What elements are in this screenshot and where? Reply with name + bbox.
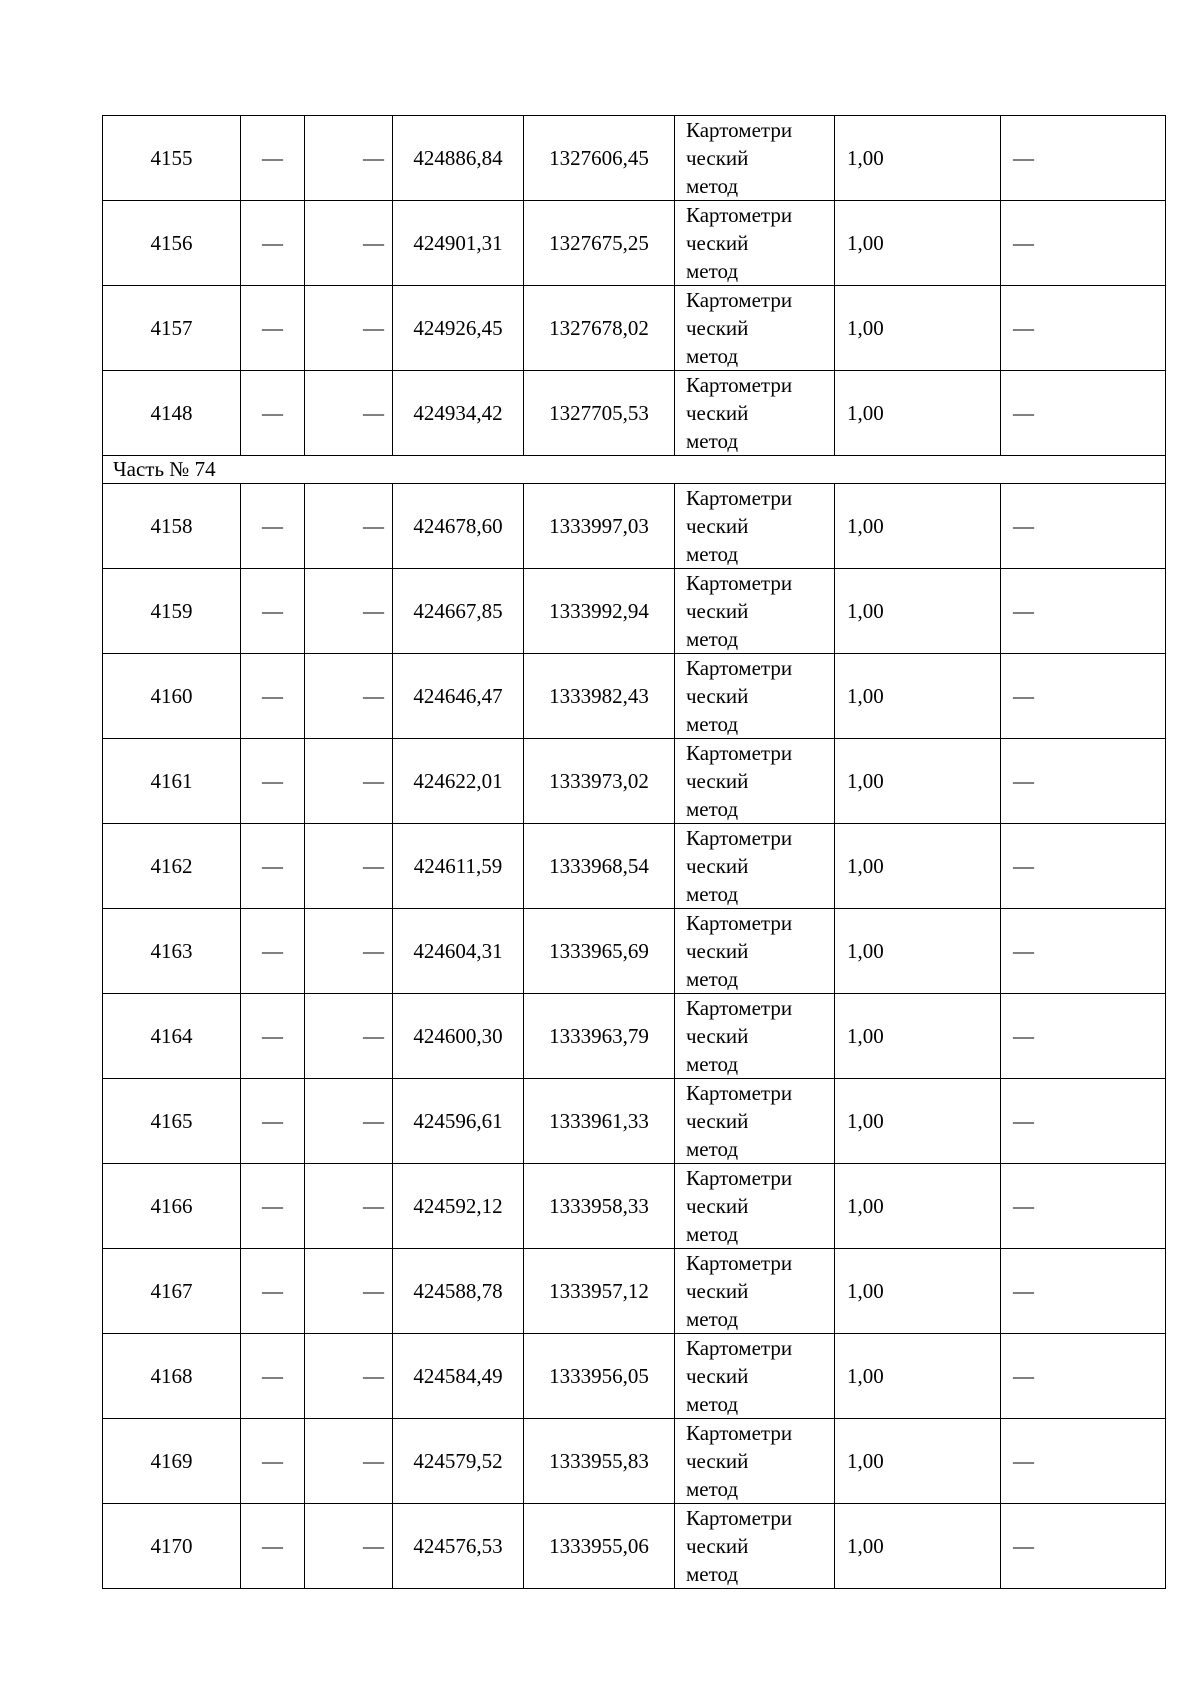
- dash-cell: —: [305, 116, 393, 201]
- dash-cell: —: [241, 286, 305, 371]
- method-line: метод: [686, 797, 739, 821]
- method-line: Картометри: [686, 996, 793, 1020]
- method-cell: [675, 654, 835, 739]
- point-number-cell: 4162: [103, 824, 241, 909]
- table-row: [103, 116, 1166, 201]
- dash-cell: —: [305, 994, 393, 1079]
- x-coordinate-cell: 424600,30: [393, 994, 524, 1079]
- method-cell: [675, 1334, 835, 1419]
- coordinates-table: [102, 115, 1166, 1589]
- method-line: Картометри: [686, 1421, 793, 1445]
- dash-cell: —: [241, 116, 305, 201]
- description-cell: —: [1001, 286, 1166, 371]
- method-line: Картометри: [686, 741, 793, 765]
- accuracy-cell: 1,00: [835, 286, 1001, 371]
- dash-cell: —: [305, 1504, 393, 1589]
- description-cell: —: [1001, 909, 1166, 994]
- method-line: ческий: [686, 1449, 749, 1473]
- method-line: ческий: [686, 146, 749, 170]
- method-line: метод: [686, 259, 739, 283]
- dash-cell: —: [241, 1504, 305, 1589]
- method-cell: [675, 484, 835, 569]
- accuracy-cell: 1,00: [835, 1164, 1001, 1249]
- method-line: ческий: [686, 401, 749, 425]
- y-coordinate-cell: 1333958,33: [524, 1164, 675, 1249]
- description-cell: —: [1001, 484, 1166, 569]
- y-coordinate-cell: 1333957,12: [524, 1249, 675, 1334]
- table-row: [103, 909, 1166, 994]
- table-row: [103, 1334, 1166, 1419]
- accuracy-cell: 1,00: [835, 654, 1001, 739]
- method-line: Картометри: [686, 656, 793, 680]
- method-line: Картометри: [686, 1166, 793, 1190]
- method-line: метод: [686, 1137, 739, 1161]
- description-cell: —: [1001, 116, 1166, 201]
- description-cell: —: [1001, 201, 1166, 286]
- accuracy-cell: 1,00: [835, 1079, 1001, 1164]
- method-cell: [675, 739, 835, 824]
- method-cell: [675, 569, 835, 654]
- method-line: Картометри: [686, 1081, 793, 1105]
- table-row: [103, 1419, 1166, 1504]
- method-line: метод: [686, 429, 739, 453]
- point-number-cell: 4168: [103, 1334, 241, 1419]
- y-coordinate-cell: 1333963,79: [524, 994, 675, 1079]
- method-line: Картометри: [686, 203, 793, 227]
- table-row: [103, 654, 1166, 739]
- dash-cell: —: [241, 824, 305, 909]
- x-coordinate-cell: 424886,84: [393, 116, 524, 201]
- x-coordinate-cell: 424588,78: [393, 1249, 524, 1334]
- dash-cell: —: [241, 739, 305, 824]
- method-line: метод: [686, 174, 739, 198]
- x-coordinate-cell: 424596,61: [393, 1079, 524, 1164]
- method-line: ческий: [686, 231, 749, 255]
- point-number-cell: 4165: [103, 1079, 241, 1164]
- method-line: Картометри: [686, 373, 793, 397]
- dash-cell: —: [241, 994, 305, 1079]
- description-cell: —: [1001, 1419, 1166, 1504]
- method-line: ческий: [686, 1109, 749, 1133]
- document-page: [102, 115, 1165, 1589]
- method-line: метод: [686, 344, 739, 368]
- dash-cell: —: [241, 1334, 305, 1419]
- y-coordinate-cell: 1333956,05: [524, 1334, 675, 1419]
- method-line: Картометри: [686, 486, 793, 510]
- accuracy-cell: 1,00: [835, 909, 1001, 994]
- point-number-cell: 4159: [103, 569, 241, 654]
- y-coordinate-cell: 1333982,43: [524, 654, 675, 739]
- dash-cell: —: [241, 371, 305, 456]
- x-coordinate-cell: 424901,31: [393, 201, 524, 286]
- method-line: ческий: [686, 1279, 749, 1303]
- table-row: [103, 1079, 1166, 1164]
- method-line: метод: [686, 542, 739, 566]
- method-line: метод: [686, 882, 739, 906]
- x-coordinate-cell: 424678,60: [393, 484, 524, 569]
- point-number-cell: 4164: [103, 994, 241, 1079]
- method-line: ческий: [686, 939, 749, 963]
- y-coordinate-cell: 1327678,02: [524, 286, 675, 371]
- dash-cell: —: [305, 484, 393, 569]
- accuracy-cell: 1,00: [835, 569, 1001, 654]
- method-cell: [675, 1504, 835, 1589]
- table-row: [103, 286, 1166, 371]
- y-coordinate-cell: 1327675,25: [524, 201, 675, 286]
- description-cell: —: [1001, 569, 1166, 654]
- x-coordinate-cell: 424592,12: [393, 1164, 524, 1249]
- y-coordinate-cell: 1333955,83: [524, 1419, 675, 1504]
- method-line: метод: [686, 1392, 739, 1416]
- point-number-cell: 4161: [103, 739, 241, 824]
- method-line: метод: [686, 712, 739, 736]
- description-cell: —: [1001, 371, 1166, 456]
- dash-cell: —: [305, 739, 393, 824]
- description-cell: —: [1001, 654, 1166, 739]
- accuracy-cell: 1,00: [835, 201, 1001, 286]
- x-coordinate-cell: 424584,49: [393, 1334, 524, 1419]
- table-row: [103, 1164, 1166, 1249]
- dash-cell: —: [241, 201, 305, 286]
- method-line: метод: [686, 1477, 739, 1501]
- y-coordinate-cell: 1333961,33: [524, 1079, 675, 1164]
- method-line: метод: [686, 1052, 739, 1076]
- method-cell: [675, 201, 835, 286]
- accuracy-cell: 1,00: [835, 484, 1001, 569]
- dash-cell: —: [305, 1164, 393, 1249]
- part-label: Часть № 74: [103, 456, 1166, 484]
- dash-cell: —: [305, 1079, 393, 1164]
- point-number-cell: 4158: [103, 484, 241, 569]
- description-cell: —: [1001, 739, 1166, 824]
- description-cell: —: [1001, 1249, 1166, 1334]
- method-cell: [675, 1079, 835, 1164]
- table-row: [103, 739, 1166, 824]
- method-cell: [675, 116, 835, 201]
- method-cell: [675, 1164, 835, 1249]
- method-cell: [675, 909, 835, 994]
- dash-cell: —: [241, 484, 305, 569]
- method-line: метод: [686, 1562, 739, 1586]
- dash-cell: —: [305, 286, 393, 371]
- accuracy-cell: 1,00: [835, 824, 1001, 909]
- dash-cell: —: [305, 569, 393, 654]
- dash-cell: —: [241, 1164, 305, 1249]
- x-coordinate-cell: 424622,01: [393, 739, 524, 824]
- method-line: ческий: [686, 1194, 749, 1218]
- description-cell: —: [1001, 1164, 1166, 1249]
- point-number-cell: 4163: [103, 909, 241, 994]
- table-row: [103, 201, 1166, 286]
- dash-cell: —: [241, 1249, 305, 1334]
- point-number-cell: 4167: [103, 1249, 241, 1334]
- x-coordinate-cell: 424579,52: [393, 1419, 524, 1504]
- y-coordinate-cell: 1327705,53: [524, 371, 675, 456]
- accuracy-cell: 1,00: [835, 1504, 1001, 1589]
- method-line: ческий: [686, 1024, 749, 1048]
- accuracy-cell: 1,00: [835, 371, 1001, 456]
- method-line: ческий: [686, 1364, 749, 1388]
- x-coordinate-cell: 424926,45: [393, 286, 524, 371]
- accuracy-cell: 1,00: [835, 116, 1001, 201]
- y-coordinate-cell: 1333968,54: [524, 824, 675, 909]
- table-body: [103, 116, 1166, 1589]
- method-line: ческий: [686, 316, 749, 340]
- description-cell: —: [1001, 1334, 1166, 1419]
- y-coordinate-cell: 1327606,45: [524, 116, 675, 201]
- x-coordinate-cell: 424604,31: [393, 909, 524, 994]
- method-line: метод: [686, 1222, 739, 1246]
- method-line: Картометри: [686, 118, 793, 142]
- dash-cell: —: [241, 1419, 305, 1504]
- dash-cell: —: [241, 569, 305, 654]
- method-line: метод: [686, 1307, 739, 1331]
- y-coordinate-cell: 1333965,69: [524, 909, 675, 994]
- x-coordinate-cell: 424646,47: [393, 654, 524, 739]
- dash-cell: —: [241, 1079, 305, 1164]
- accuracy-cell: 1,00: [835, 739, 1001, 824]
- method-cell: [675, 994, 835, 1079]
- table-row: [103, 569, 1166, 654]
- y-coordinate-cell: 1333997,03: [524, 484, 675, 569]
- point-number-cell: 4157: [103, 286, 241, 371]
- y-coordinate-cell: 1333955,06: [524, 1504, 675, 1589]
- point-number-cell: 4148: [103, 371, 241, 456]
- method-cell: [675, 286, 835, 371]
- point-number-cell: 4156: [103, 201, 241, 286]
- method-line: Картометри: [686, 1506, 793, 1530]
- point-number-cell: 4169: [103, 1419, 241, 1504]
- method-cell: [675, 824, 835, 909]
- method-line: Картометри: [686, 288, 793, 312]
- method-line: ческий: [686, 599, 749, 623]
- method-cell: [675, 1249, 835, 1334]
- dash-cell: —: [305, 1249, 393, 1334]
- method-line: Картометри: [686, 1336, 793, 1360]
- y-coordinate-cell: 1333973,02: [524, 739, 675, 824]
- method-line: Картометри: [686, 1251, 793, 1275]
- table-row: [103, 994, 1166, 1079]
- dash-cell: —: [305, 1334, 393, 1419]
- table-row: [103, 1249, 1166, 1334]
- accuracy-cell: 1,00: [835, 1249, 1001, 1334]
- method-line: ческий: [686, 1534, 749, 1558]
- point-number-cell: 4166: [103, 1164, 241, 1249]
- description-cell: —: [1001, 824, 1166, 909]
- accuracy-cell: 1,00: [835, 994, 1001, 1079]
- method-line: Картометри: [686, 571, 793, 595]
- dash-cell: —: [305, 909, 393, 994]
- method-line: ческий: [686, 684, 749, 708]
- accuracy-cell: 1,00: [835, 1419, 1001, 1504]
- accuracy-cell: 1,00: [835, 1334, 1001, 1419]
- dash-cell: —: [241, 909, 305, 994]
- part-header-row: [103, 456, 1166, 484]
- x-coordinate-cell: 424611,59: [393, 824, 524, 909]
- method-cell: [675, 1419, 835, 1504]
- method-cell: [675, 371, 835, 456]
- dash-cell: —: [241, 654, 305, 739]
- method-line: ческий: [686, 769, 749, 793]
- table-row: [103, 1504, 1166, 1589]
- method-line: метод: [686, 967, 739, 991]
- x-coordinate-cell: 424576,53: [393, 1504, 524, 1589]
- point-number-cell: 4155: [103, 116, 241, 201]
- method-line: ческий: [686, 854, 749, 878]
- dash-cell: —: [305, 371, 393, 456]
- dash-cell: —: [305, 824, 393, 909]
- description-cell: —: [1001, 994, 1166, 1079]
- description-cell: —: [1001, 1504, 1166, 1589]
- y-coordinate-cell: 1333992,94: [524, 569, 675, 654]
- x-coordinate-cell: 424934,42: [393, 371, 524, 456]
- table-row: [103, 371, 1166, 456]
- method-line: ческий: [686, 514, 749, 538]
- method-line: Картометри: [686, 826, 793, 850]
- table-row: [103, 824, 1166, 909]
- dash-cell: —: [305, 1419, 393, 1504]
- point-number-cell: 4160: [103, 654, 241, 739]
- dash-cell: —: [305, 654, 393, 739]
- point-number-cell: 4170: [103, 1504, 241, 1589]
- x-coordinate-cell: 424667,85: [393, 569, 524, 654]
- method-line: метод: [686, 627, 739, 651]
- method-line: Картометри: [686, 911, 793, 935]
- table-row: [103, 484, 1166, 569]
- dash-cell: —: [305, 201, 393, 286]
- description-cell: —: [1001, 1079, 1166, 1164]
